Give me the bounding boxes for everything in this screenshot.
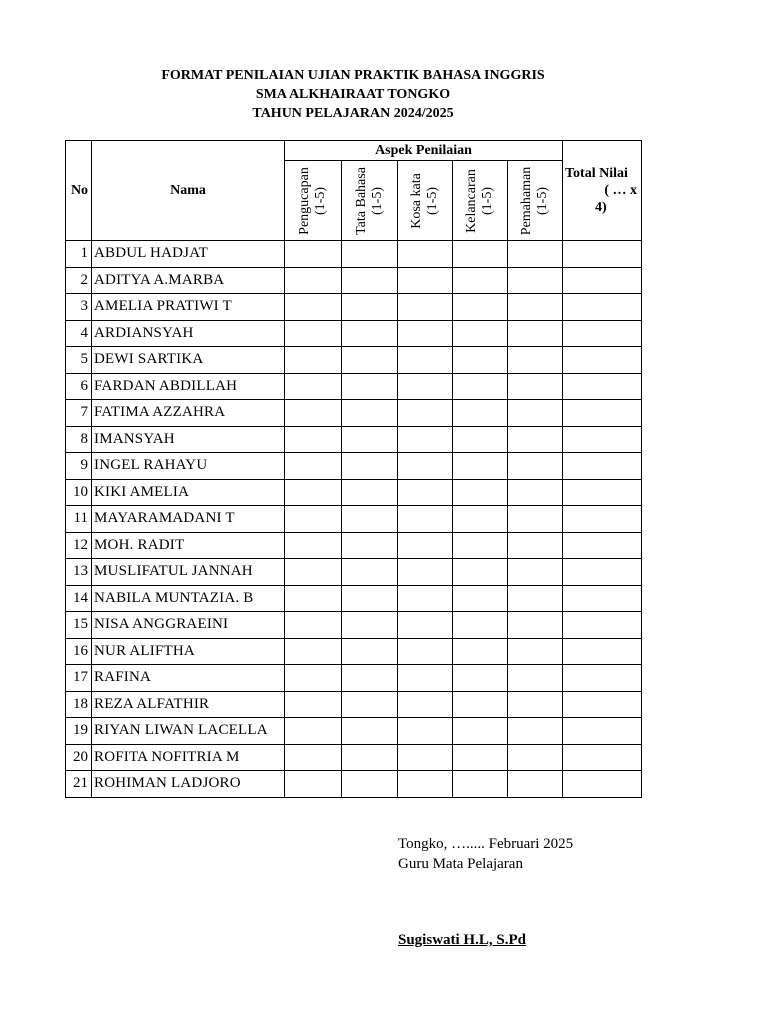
score-cell[interactable] (285, 612, 342, 639)
student-name: RIYAN LIWAN LACELLA (92, 718, 285, 745)
table-row (66, 665, 642, 692)
score-cell[interactable] (398, 373, 453, 400)
score-cell[interactable] (508, 267, 563, 294)
score-cell[interactable] (342, 347, 398, 374)
table-row (66, 585, 642, 612)
score-cell[interactable] (508, 532, 563, 559)
total-cell[interactable] (563, 320, 642, 347)
score-cell[interactable] (285, 400, 342, 427)
table-row (66, 267, 642, 294)
total-cell[interactable] (563, 559, 642, 586)
table-row (66, 506, 642, 533)
row-number: 9 (66, 453, 92, 480)
score-cell[interactable] (342, 612, 398, 639)
student-name: FATIMA AZZAHRA (92, 400, 285, 427)
score-cell[interactable] (398, 241, 453, 268)
score-cell[interactable] (342, 426, 398, 453)
signature-name: Sugiswati H.L, S.Pd (398, 932, 526, 948)
score-cell[interactable] (342, 744, 398, 771)
score-cell[interactable] (398, 638, 453, 665)
total-label-line-3: 4) (595, 200, 607, 215)
score-cell[interactable] (342, 294, 398, 321)
score-cell[interactable] (285, 691, 342, 718)
student-name: MAYARAMADANI T (92, 506, 285, 533)
total-cell[interactable] (563, 744, 642, 771)
score-cell[interactable] (398, 559, 453, 586)
score-cell[interactable] (342, 559, 398, 586)
table-row (66, 347, 642, 374)
score-cell[interactable] (453, 744, 508, 771)
score-cell[interactable] (453, 612, 508, 639)
total-cell[interactable] (563, 453, 642, 480)
row-number: 20 (66, 744, 92, 771)
score-cell[interactable] (342, 373, 398, 400)
row-number: 3 (66, 294, 92, 321)
student-name: MOH. RADIT (92, 532, 285, 559)
total-cell[interactable] (563, 718, 642, 745)
row-number: 18 (66, 691, 92, 718)
table-row (66, 744, 642, 771)
table-row (66, 320, 642, 347)
title-line-1: FORMAT PENILAIAN UJIAN PRAKTIK BAHASA INGGRIS (161, 68, 545, 83)
row-number: 15 (66, 612, 92, 639)
table-row (66, 771, 642, 798)
score-cell[interactable] (285, 267, 342, 294)
score-cell[interactable] (508, 241, 563, 268)
score-cell[interactable] (453, 453, 508, 480)
row-number: 1 (66, 241, 92, 268)
table-row (66, 400, 642, 427)
total-cell[interactable] (563, 400, 642, 427)
score-cell[interactable] (285, 585, 342, 612)
header-nama: Nama (92, 141, 285, 241)
score-cell[interactable] (453, 479, 508, 506)
score-cell[interactable] (508, 744, 563, 771)
total-cell[interactable] (563, 665, 642, 692)
score-cell[interactable] (453, 294, 508, 321)
score-cell[interactable] (285, 559, 342, 586)
header-aspect-tata-bahasa: Tata Bahasa (1-5) (342, 161, 398, 241)
row-number: 10 (66, 479, 92, 506)
score-cell[interactable] (342, 665, 398, 692)
student-name: ABDUL HADJAT (92, 241, 285, 268)
score-cell[interactable] (398, 665, 453, 692)
header-aspect-pemahaman: Pemahaman (1-5) (508, 161, 563, 241)
score-cell[interactable] (453, 426, 508, 453)
score-cell[interactable] (285, 532, 342, 559)
table-row (66, 241, 642, 268)
row-number: 12 (66, 532, 92, 559)
student-name: RAFINA (92, 665, 285, 692)
table-row (66, 453, 642, 480)
student-name: ARDIANSYAH (92, 320, 285, 347)
score-cell[interactable] (285, 744, 342, 771)
score-cell[interactable] (285, 718, 342, 745)
table-row (66, 559, 642, 586)
score-cell[interactable] (508, 638, 563, 665)
score-cell[interactable] (453, 691, 508, 718)
score-cell[interactable] (285, 506, 342, 533)
table-row (66, 718, 642, 745)
document-title-block (0, 66, 706, 123)
total-cell[interactable] (563, 532, 642, 559)
score-cell[interactable] (342, 638, 398, 665)
total-cell[interactable] (563, 506, 642, 533)
score-cell[interactable] (398, 691, 453, 718)
score-cell[interactable] (342, 453, 398, 480)
student-name: NISA ANGGRAEINI (92, 612, 285, 639)
score-cell[interactable] (453, 267, 508, 294)
table-row (66, 638, 642, 665)
score-cell[interactable] (508, 559, 563, 586)
signature-place-date: Tongko, …..... Februari 2025 (398, 836, 574, 852)
table-row (66, 479, 642, 506)
signature-role: Guru Mata Pelajaran (398, 856, 523, 872)
score-cell[interactable] (453, 400, 508, 427)
row-number: 16 (66, 638, 92, 665)
score-cell[interactable] (342, 771, 398, 798)
score-cell[interactable] (342, 532, 398, 559)
score-cell[interactable] (453, 532, 508, 559)
score-cell[interactable] (508, 771, 563, 798)
score-cell[interactable] (508, 665, 563, 692)
score-cell[interactable] (285, 241, 342, 268)
score-cell[interactable] (508, 718, 563, 745)
row-number: 11 (66, 506, 92, 533)
total-cell[interactable] (563, 267, 642, 294)
total-cell[interactable] (563, 638, 642, 665)
student-name: IMANSYAH (92, 426, 285, 453)
table-row (66, 426, 642, 453)
score-cell[interactable] (453, 373, 508, 400)
score-cell[interactable] (398, 267, 453, 294)
score-cell[interactable] (508, 400, 563, 427)
score-cell[interactable] (285, 638, 342, 665)
student-name: FARDAN ABDILLAH (92, 373, 285, 400)
total-cell[interactable] (563, 691, 642, 718)
total-label-line-2: ( … x (604, 183, 637, 198)
score-cell[interactable] (285, 320, 342, 347)
assessment-table (65, 140, 642, 798)
score-cell[interactable] (285, 426, 342, 453)
score-cell[interactable] (508, 612, 563, 639)
total-cell[interactable] (563, 294, 642, 321)
header-aspect-kelancaran: Kelancaran (1-5) (453, 161, 508, 241)
score-cell[interactable] (453, 320, 508, 347)
student-name: ROFITA NOFITRIA M (92, 744, 285, 771)
title-line-3: TAHUN PELAJARAN 2024/2025 (252, 106, 454, 121)
total-cell[interactable] (563, 373, 642, 400)
score-cell[interactable] (453, 506, 508, 533)
student-name: MUSLIFATUL JANNAH (92, 559, 285, 586)
score-cell[interactable] (453, 665, 508, 692)
row-number: 13 (66, 559, 92, 586)
student-name: NUR ALIFTHA (92, 638, 285, 665)
score-cell[interactable] (508, 506, 563, 533)
score-cell[interactable] (398, 479, 453, 506)
header-total-nilai (563, 141, 642, 241)
student-name: AMELIA PRATIWI T (92, 294, 285, 321)
header-aspect-kosa-kata: Kosa kata (1-5) (398, 161, 453, 241)
row-number: 17 (66, 665, 92, 692)
student-name: KIKI AMELIA (92, 479, 285, 506)
total-cell[interactable] (563, 479, 642, 506)
student-name: NABILA MUNTAZIA. B (92, 585, 285, 612)
score-cell[interactable] (508, 373, 563, 400)
score-cell[interactable] (342, 267, 398, 294)
table-row (66, 691, 642, 718)
score-cell[interactable] (342, 241, 398, 268)
score-cell[interactable] (398, 294, 453, 321)
score-cell[interactable] (508, 426, 563, 453)
score-cell[interactable] (453, 718, 508, 745)
header-aspek-penilaian: Aspek Penilaian (285, 141, 563, 161)
row-number: 2 (66, 267, 92, 294)
header-no: No (66, 141, 92, 241)
header-aspect-pengucapan: Pengucapan (1-5) (285, 161, 342, 241)
score-cell[interactable] (285, 771, 342, 798)
total-cell[interactable] (563, 347, 642, 374)
student-name: INGEL RAHAYU (92, 453, 285, 480)
row-number: 5 (66, 347, 92, 374)
score-cell[interactable] (398, 771, 453, 798)
score-cell[interactable] (453, 241, 508, 268)
row-number: 21 (66, 771, 92, 798)
student-name: ADITYA A.MARBA (92, 267, 285, 294)
total-cell[interactable] (563, 771, 642, 798)
row-number: 6 (66, 373, 92, 400)
score-cell[interactable] (398, 426, 453, 453)
score-cell[interactable] (398, 744, 453, 771)
score-cell[interactable] (508, 347, 563, 374)
score-cell[interactable] (342, 585, 398, 612)
score-cell[interactable] (508, 691, 563, 718)
total-cell[interactable] (563, 426, 642, 453)
score-cell[interactable] (453, 638, 508, 665)
score-cell[interactable] (398, 400, 453, 427)
score-cell[interactable] (453, 559, 508, 586)
score-cell[interactable] (453, 585, 508, 612)
score-cell[interactable] (508, 479, 563, 506)
score-cell[interactable] (398, 453, 453, 480)
student-name: ROHIMAN LADJORO (92, 771, 285, 798)
student-name: REZA ALFATHIR (92, 691, 285, 718)
score-cell[interactable] (453, 771, 508, 798)
score-cell[interactable] (285, 453, 342, 480)
score-cell[interactable] (398, 612, 453, 639)
score-cell[interactable] (398, 532, 453, 559)
score-cell[interactable] (398, 585, 453, 612)
score-cell[interactable] (342, 718, 398, 745)
score-cell[interactable] (508, 320, 563, 347)
score-cell[interactable] (398, 320, 453, 347)
score-cell[interactable] (285, 479, 342, 506)
student-name: DEWI SARTIKA (92, 347, 285, 374)
table-row (66, 373, 642, 400)
score-cell[interactable] (342, 400, 398, 427)
score-cell[interactable] (342, 479, 398, 506)
title-line-2: SMA ALKHAIRAAT TONGKO (255, 87, 451, 102)
score-cell[interactable] (285, 665, 342, 692)
score-cell[interactable] (342, 320, 398, 347)
score-cell[interactable] (285, 294, 342, 321)
table-row (66, 294, 642, 321)
score-cell[interactable] (508, 585, 563, 612)
total-cell[interactable] (563, 585, 642, 612)
row-number: 8 (66, 426, 92, 453)
score-cell[interactable] (508, 453, 563, 480)
row-number: 19 (66, 718, 92, 745)
total-label-line-1: Total Nilai (565, 166, 628, 181)
row-number: 7 (66, 400, 92, 427)
score-cell[interactable] (342, 506, 398, 533)
table-row (66, 612, 642, 639)
score-cell[interactable] (342, 691, 398, 718)
score-cell[interactable] (398, 506, 453, 533)
total-cell[interactable] (563, 241, 642, 268)
score-cell[interactable] (285, 373, 342, 400)
score-cell[interactable] (285, 347, 342, 374)
total-cell[interactable] (563, 612, 642, 639)
score-cell[interactable] (508, 294, 563, 321)
row-number: 4 (66, 320, 92, 347)
row-number: 14 (66, 585, 92, 612)
score-cell[interactable] (398, 347, 453, 374)
score-cell[interactable] (398, 718, 453, 745)
score-cell[interactable] (453, 347, 508, 374)
table-row (66, 532, 642, 559)
